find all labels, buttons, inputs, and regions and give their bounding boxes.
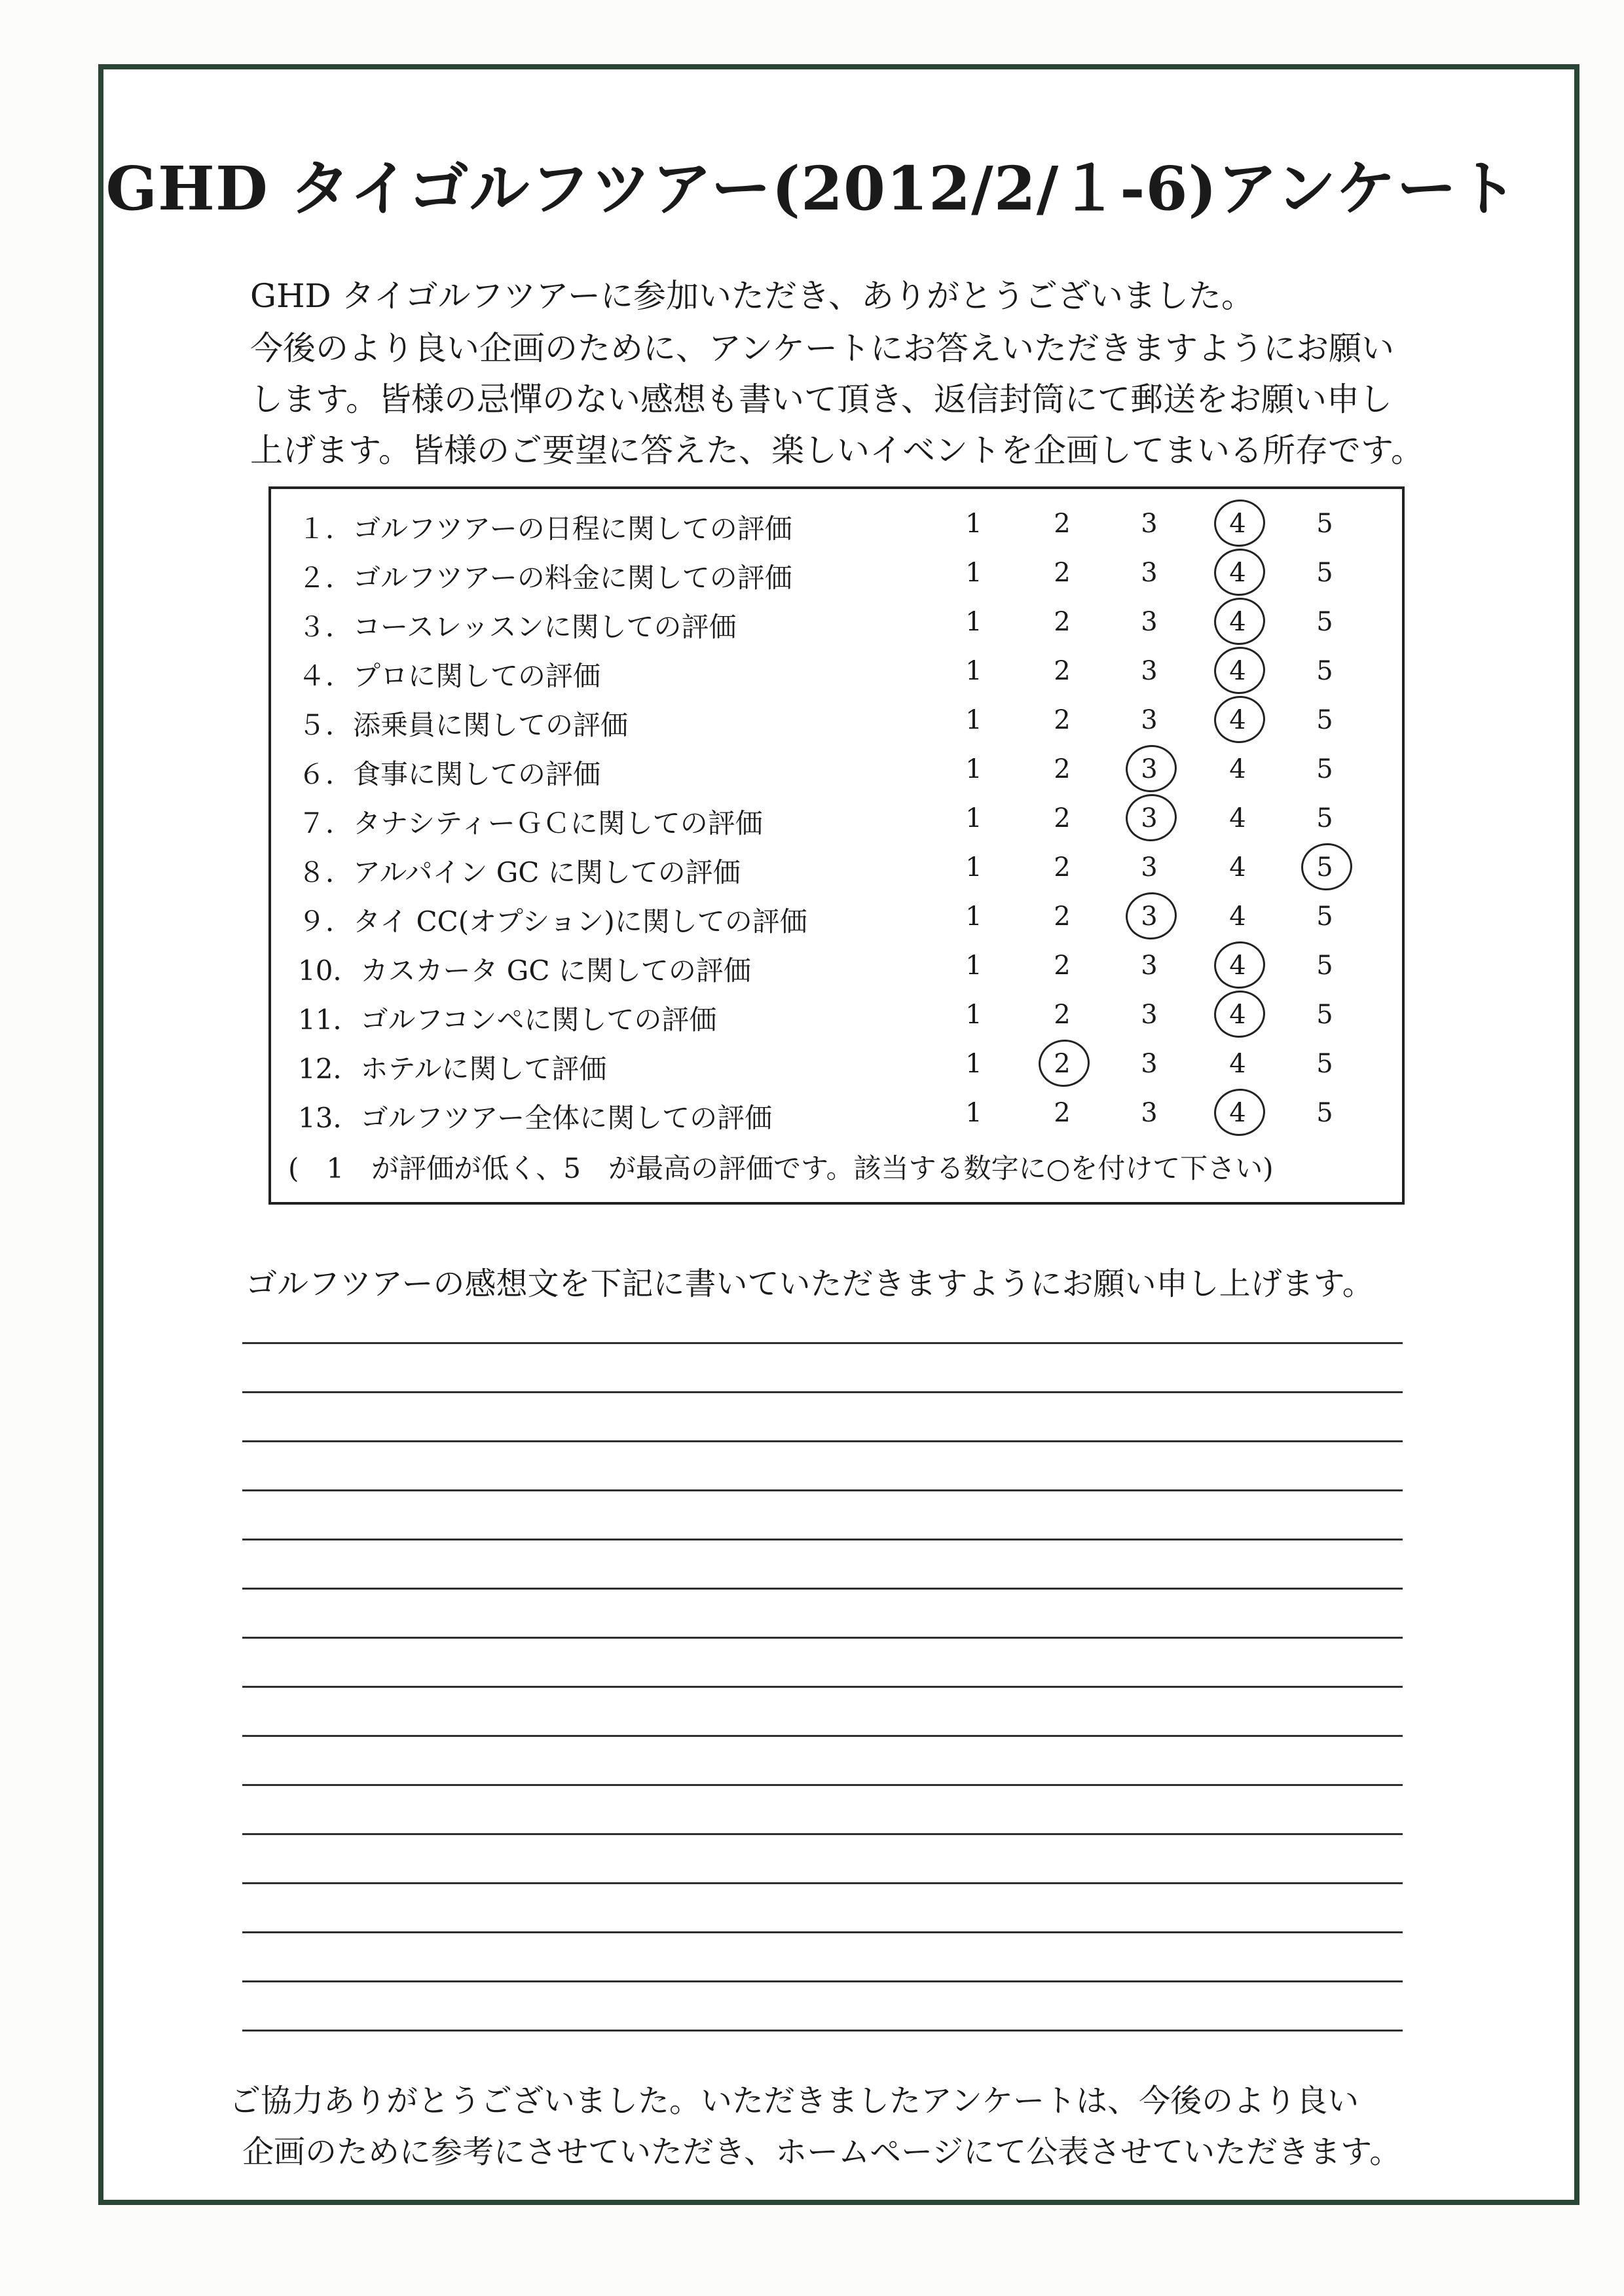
rating-option[interactable]: 2 — [1054, 607, 1071, 637]
rating-option[interactable]: 2 — [1054, 852, 1071, 883]
rating-option[interactable]: 1 — [965, 951, 982, 981]
rating-option[interactable]: 3 — [1141, 705, 1158, 735]
comment-write-line[interactable] — [242, 1686, 1403, 1688]
closing-line: 企画のために参考にさせていただき、ホームページにて公表させていただきます。 — [242, 2134, 1401, 2170]
question-label: ８．アルパイン GC に関しての評価 — [298, 856, 741, 888]
comment-write-line[interactable] — [242, 1391, 1403, 1393]
rating-option[interactable]: 2 — [1054, 509, 1071, 539]
question-label: ７．タナシティーＧＣに関しての評価 — [298, 807, 763, 839]
comment-prompt: ゴルフツアーの感想文を下記に書いていただきますようにお願い申し上げます。 — [246, 1266, 1374, 1302]
comment-write-line[interactable] — [242, 1342, 1403, 1344]
rating-option[interactable]: 2 — [1054, 951, 1071, 981]
rating-option[interactable]: 2 — [1054, 558, 1071, 588]
rating-option[interactable]: 3 — [1141, 607, 1158, 637]
survey-title: GHD タイゴルフツアー(2012/2/１-6)アンケート — [105, 153, 1519, 224]
rating-option[interactable]: 3 — [1141, 902, 1158, 932]
rating-option[interactable]: 1 — [965, 656, 982, 686]
rating-option[interactable]: 5 — [1316, 1098, 1333, 1128]
rating-option[interactable]: 4 — [1229, 558, 1246, 588]
rating-option[interactable]: 5 — [1316, 902, 1333, 932]
rating-option[interactable]: 1 — [965, 607, 982, 637]
rating-option[interactable]: 4 — [1229, 902, 1246, 932]
question-label: 11．ゴルフコンペに関しての評価 — [298, 1004, 717, 1036]
comment-write-line[interactable] — [242, 1833, 1403, 1835]
comment-write-line[interactable] — [242, 1539, 1403, 1540]
rating-option[interactable]: 3 — [1141, 509, 1158, 539]
rating-option[interactable]: 2 — [1054, 705, 1071, 735]
rating-option[interactable]: 4 — [1229, 656, 1246, 686]
rating-option[interactable]: 1 — [965, 902, 982, 932]
rating-option[interactable]: 3 — [1141, 1049, 1158, 1079]
rating-option[interactable]: 4 — [1229, 1098, 1246, 1128]
comment-write-line[interactable] — [242, 2030, 1403, 2032]
rating-option[interactable]: 4 — [1229, 1049, 1246, 1079]
rating-option[interactable]: 2 — [1054, 803, 1071, 833]
comment-write-line[interactable] — [242, 1784, 1403, 1786]
rating-option[interactable]: 2 — [1054, 656, 1071, 686]
rating-option[interactable]: 1 — [965, 803, 982, 833]
comment-write-line[interactable] — [242, 1440, 1403, 1442]
rating-option[interactable]: 5 — [1316, 509, 1333, 539]
rating-option[interactable]: 3 — [1141, 558, 1158, 588]
rating-option[interactable]: 3 — [1141, 852, 1158, 883]
rating-option[interactable]: 2 — [1054, 1000, 1071, 1030]
comment-write-line[interactable] — [242, 1588, 1403, 1590]
rating-option[interactable]: 5 — [1316, 754, 1333, 784]
rating-option[interactable]: 1 — [965, 705, 982, 735]
rating-option[interactable]: 4 — [1229, 852, 1246, 883]
rating-option[interactable]: 4 — [1229, 607, 1246, 637]
rating-option[interactable]: 2 — [1054, 1098, 1071, 1128]
comment-write-line[interactable] — [242, 1980, 1403, 1982]
rating-option[interactable]: 5 — [1316, 803, 1333, 833]
question-label: ５．添乗員に関しての評価 — [298, 709, 629, 741]
rating-option[interactable]: 3 — [1141, 656, 1158, 686]
rating-option[interactable]: 1 — [965, 1098, 982, 1128]
rating-option[interactable]: 3 — [1141, 803, 1158, 833]
rating-option[interactable]: 2 — [1054, 902, 1071, 932]
rating-option[interactable]: 4 — [1229, 705, 1246, 735]
rating-option[interactable]: 3 — [1141, 951, 1158, 981]
rating-option[interactable]: 5 — [1316, 656, 1333, 686]
rating-option[interactable]: 2 — [1054, 754, 1071, 784]
comment-write-line[interactable] — [242, 1637, 1403, 1639]
rating-option[interactable]: 5 — [1316, 951, 1333, 981]
rating-option[interactable]: 4 — [1229, 803, 1246, 833]
rating-option[interactable]: 1 — [965, 509, 982, 539]
question-label: １．ゴルフツアーの日程に関しての評価 — [298, 513, 792, 545]
rating-option[interactable]: 4 — [1229, 509, 1246, 539]
rating-option[interactable]: 5 — [1316, 852, 1333, 883]
question-label: 10．カスカータ GC に関しての評価 — [298, 955, 751, 987]
comment-write-line[interactable] — [242, 1882, 1403, 1884]
rating-option[interactable]: 4 — [1229, 951, 1246, 981]
scale-note: ( 1 が評価が低く、5 が最高の評価です。該当する数字に○を付けて下さい) — [288, 1152, 1274, 1184]
rating-option[interactable]: 4 — [1229, 754, 1246, 784]
rating-option[interactable]: 3 — [1141, 754, 1158, 784]
rating-option[interactable]: 2 — [1054, 1049, 1071, 1079]
rating-option[interactable]: 5 — [1316, 1049, 1333, 1079]
comment-write-line[interactable] — [242, 1735, 1403, 1737]
rating-option[interactable]: 4 — [1229, 1000, 1246, 1030]
question-label: 12．ホテルに関して評価 — [298, 1053, 607, 1085]
rating-option[interactable]: 3 — [1141, 1098, 1158, 1128]
rating-option[interactable]: 1 — [965, 1049, 982, 1079]
intro-line: 今後のより良い企画のために、アンケートにお答えいただきますようにお願い — [250, 329, 1394, 367]
rating-option[interactable]: 5 — [1316, 1000, 1333, 1030]
rating-option[interactable]: 1 — [965, 1000, 982, 1030]
rating-option[interactable]: 5 — [1316, 705, 1333, 735]
rating-option[interactable]: 1 — [965, 754, 982, 784]
question-label: 13．ゴルフツアー全体に関しての評価 — [298, 1102, 773, 1134]
comment-write-line[interactable] — [242, 1489, 1403, 1491]
rating-option[interactable]: 3 — [1141, 1000, 1158, 1030]
rating-option[interactable]: 5 — [1316, 558, 1333, 588]
question-label: ６．食事に関しての評価 — [298, 758, 601, 790]
intro-line: 上げます。皆様のご要望に答えた、楽しいイベントを企画してまいる所存です。 — [250, 431, 1424, 469]
rating-option[interactable]: 1 — [965, 558, 982, 588]
comment-write-line[interactable] — [242, 1931, 1403, 1933]
rating-option[interactable]: 1 — [965, 852, 982, 883]
question-label: ９．タイ CC(オプション)に関しての評価 — [298, 905, 807, 938]
question-label: ２．ゴルフツアーの料金に関しての評価 — [298, 562, 792, 594]
intro-line: します。皆様の忌憚のない感想も書いて頂き、返信封筒にて郵送をお願い申し — [250, 380, 1392, 418]
question-label: ４．プロに関しての評価 — [298, 660, 601, 692]
question-label: ３．コースレッスンに関しての評価 — [298, 611, 737, 643]
closing-line: ご協力ありがとうございました。いただきましたアンケートは、今後のより良い — [229, 2083, 1359, 2119]
intro-line: GHD タイゴルフツアーに参加いただき、ありがとうございました。 — [250, 277, 1255, 315]
rating-option[interactable]: 5 — [1316, 607, 1333, 637]
